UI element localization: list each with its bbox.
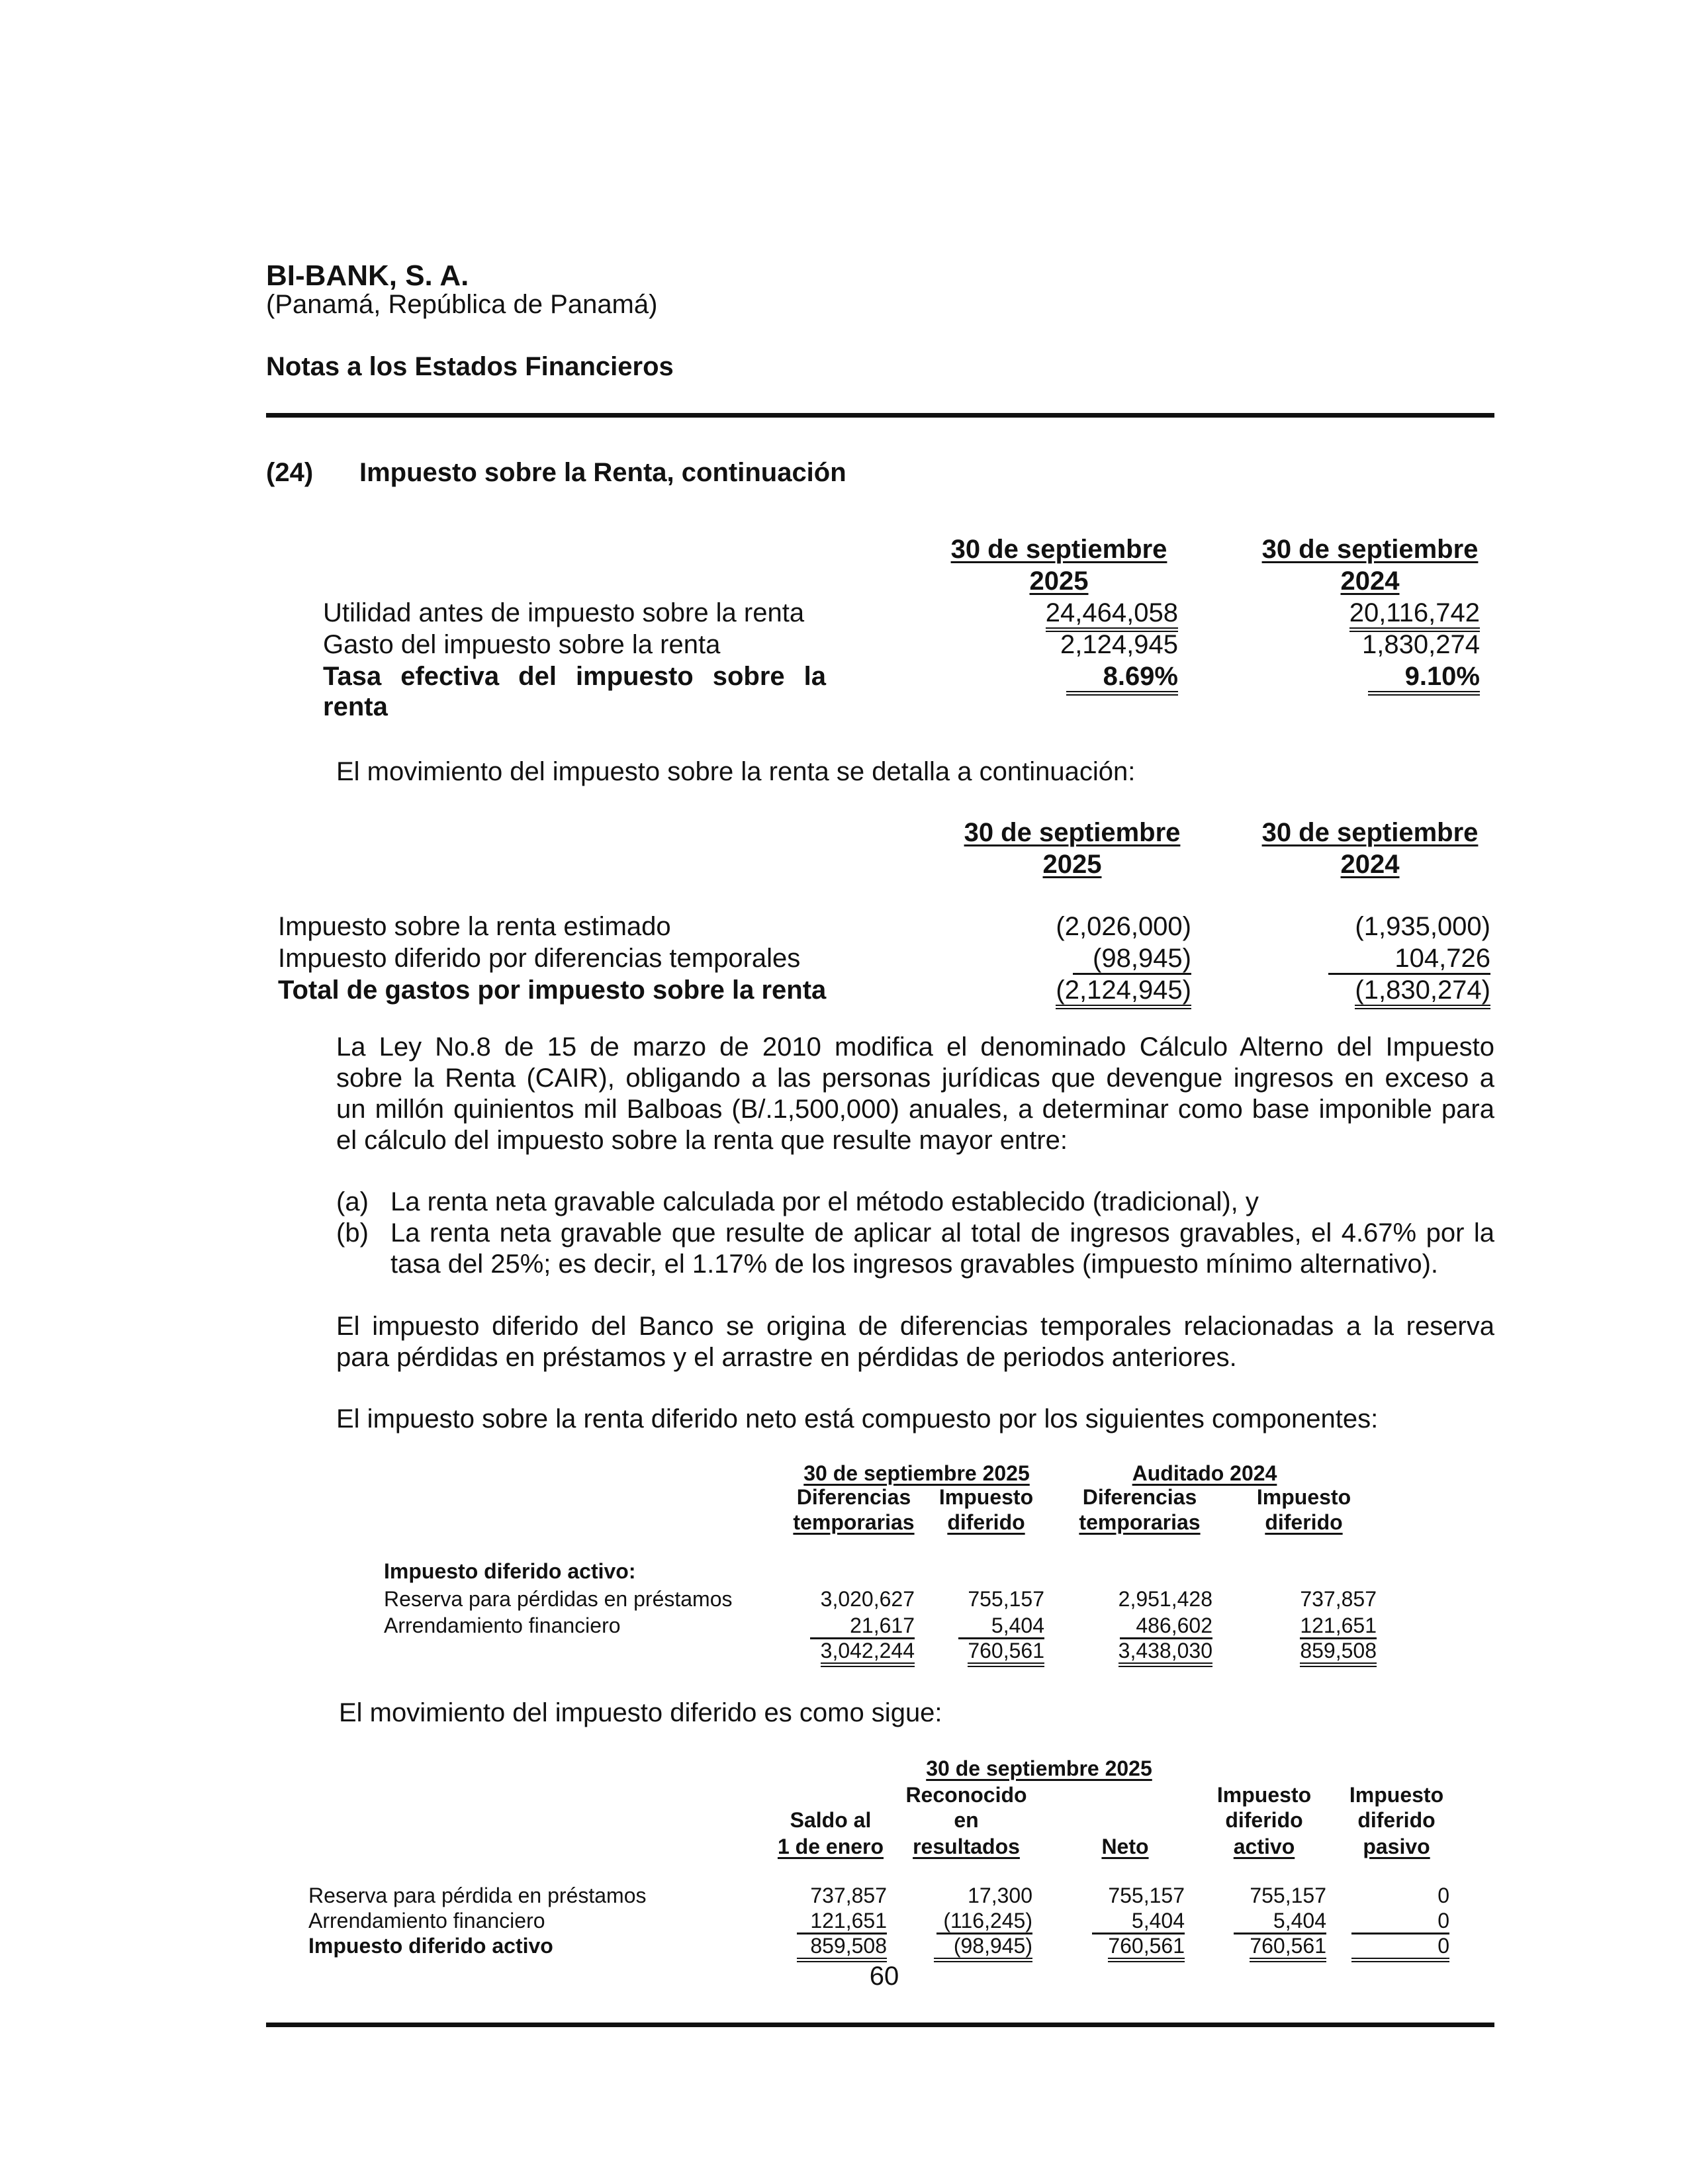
row-value-2025: (98,945)	[1073, 944, 1191, 975]
paragraph-line: sobre la Renta (CAIR), obligando a las personas jurídicas que devengue ingresos en exceso a	[336, 1064, 1494, 1093]
header-impuesto-activo: Impuesto	[1216, 1783, 1312, 1807]
col-2025-header-line1: 30 de septiembre	[964, 818, 1181, 847]
row-label: Reserva para pérdidas en préstamos	[384, 1587, 733, 1611]
header-impuesto-pasivo: Impuesto	[1349, 1783, 1444, 1807]
cell-value: 486,602	[1120, 1614, 1212, 1639]
header-activo: activo	[1233, 1835, 1295, 1858]
cell-activo: 760,561	[1250, 1934, 1326, 1962]
header-temporarias: temporarias	[1079, 1510, 1201, 1534]
header-en: en	[954, 1808, 979, 1832]
list-item-a: La renta neta gravable calculada por el método establecido (tradicional), y	[390, 1187, 1259, 1216]
cell-neto: 760,561	[1108, 1934, 1185, 1962]
row-value-2025: 2,124,945	[1060, 630, 1178, 659]
header-reconocido: Reconocido	[905, 1783, 1027, 1807]
row-value-2024: 104,726	[1328, 944, 1490, 975]
header-impuesto: Impuesto	[938, 1485, 1034, 1509]
cell-value: 755,157	[968, 1587, 1044, 1611]
components-intro: El impuesto sobre la renta diferido neto está compuesto por los siguientes componentes:	[336, 1404, 1379, 1433]
cell-saldo: 859,508	[797, 1934, 887, 1962]
cell-value: 3,020,627	[820, 1587, 915, 1611]
cell-neto: 755,157	[1108, 1884, 1185, 1907]
paragraph-line: un millón quinientos mil Balboas (B/.1,500,000) anuales, a determinar como base imponible para	[336, 1095, 1494, 1124]
header-diferencias: Diferencias	[796, 1485, 911, 1509]
header-diferencias: Diferencias	[1082, 1485, 1197, 1509]
deferred-movement-intro: El movimiento del impuesto diferido es como sigue:	[339, 1698, 942, 1727]
cell-activo: 5,404	[1234, 1909, 1326, 1934]
row-label: Impuesto diferido activo	[308, 1934, 553, 1958]
row-value-2025: 24,464,058	[1046, 598, 1178, 632]
total-value: 859,508	[1300, 1639, 1377, 1667]
cell-activo: 755,157	[1250, 1884, 1326, 1907]
cell-value: 2,951,428	[1118, 1587, 1212, 1611]
section-label: Impuesto diferido activo:	[384, 1559, 636, 1583]
col-2025-header-line1: 30 de septiembre	[950, 535, 1167, 564]
row-label: Arrendamiento financiero	[384, 1614, 621, 1637]
cell-saldo: 737,857	[810, 1884, 887, 1907]
header-neto: Neto	[1101, 1835, 1149, 1858]
cell-value: 5,404	[958, 1614, 1044, 1639]
header-saldo: Saldo al	[790, 1808, 872, 1832]
list-marker-a: (a)	[336, 1187, 369, 1216]
cell-pasivo: 0	[1351, 1934, 1449, 1962]
cell-reconocido: (98,945)	[934, 1934, 1032, 1962]
header-pasivo: pasivo	[1363, 1835, 1430, 1858]
list-item-b-continued: tasa del 25%; es decir, el 1.17% de los ingresos gravables (impuesto mínimo alternativo).	[390, 1250, 1439, 1279]
col-2024-header-line2: 2024	[1340, 567, 1400, 596]
paragraph-line: el cálculo del impuesto sobre la renta que resulte mayor entre:	[336, 1126, 1068, 1155]
col-2025-header-line2: 2025	[1042, 850, 1102, 879]
cell-pasivo: 0	[1351, 1909, 1449, 1934]
col-2024-header-line2: 2024	[1340, 850, 1400, 879]
row-label: Reserva para pérdida en préstamos	[308, 1884, 647, 1907]
footer-rule	[266, 2023, 1494, 2027]
group-header-2025: 30 de septiembre 2025	[803, 1461, 1030, 1485]
cell-neto: 5,404	[1092, 1909, 1185, 1934]
movement-intro: El movimiento del impuesto sobre la renta se detalla a continuación:	[336, 757, 1136, 786]
cell-value: 737,857	[1300, 1587, 1377, 1611]
header-diferido-activo: diferido	[1225, 1808, 1303, 1832]
list-item-b: La renta neta gravable que resulte de aplicar al total de ingresos gravables, el 4.67% por la	[390, 1218, 1494, 1248]
row-label: Utilidad antes de impuesto sobre la renta	[323, 598, 805, 627]
row-label-continued: renta	[323, 692, 388, 721]
header-temporarias: temporarias	[793, 1510, 915, 1534]
cell-reconocido: (116,245)	[936, 1909, 1032, 1934]
row-label: Total de gastos por impuesto sobre la renta	[278, 976, 827, 1005]
cell-reconocido: 17,300	[968, 1884, 1032, 1907]
header-diferido-pasivo: diferido	[1357, 1808, 1436, 1832]
row-value-2024: (1,830,274)	[1355, 976, 1490, 1009]
row-value-2024: 1,830,274	[1362, 630, 1480, 659]
row-value-2025: 8.69%	[1066, 662, 1178, 696]
col-2024-header-line1: 30 de septiembre	[1261, 818, 1479, 847]
paragraph-line: La Ley No.8 de 15 de marzo de 2010 modifica el denominado Cálculo Alterno del Impuesto	[336, 1032, 1494, 1062]
header-rule	[266, 413, 1494, 418]
row-label: Impuesto sobre la renta estimado	[278, 912, 671, 941]
cell-pasivo: 0	[1438, 1884, 1449, 1907]
row-label: Gasto del impuesto sobre la renta	[323, 630, 721, 659]
paragraph-line: El impuesto diferido del Banco se origina de diferencias temporales relacionadas a la reserva	[336, 1312, 1494, 1341]
row-label: Impuesto diferido por diferencias temporales	[278, 944, 801, 973]
row-label: Arrendamiento financiero	[308, 1909, 545, 1933]
row-label: Tasa efectiva del impuesto sobre la	[323, 662, 826, 691]
note-number: (24)	[266, 458, 314, 487]
section-title: Notas a los Estados Financieros	[266, 352, 674, 381]
total-value: 3,438,030	[1118, 1639, 1212, 1667]
cell-value: 21,617	[810, 1614, 915, 1639]
row-value-2024: (1,935,000)	[1355, 912, 1490, 941]
group-header-2024: Auditado 2024	[1132, 1461, 1277, 1485]
col-2024-header-line1: 30 de septiembre	[1261, 535, 1479, 564]
company-name: BI-BANK, S. A.	[266, 259, 469, 292]
page-number: 60	[869, 1962, 899, 1991]
row-value-2024: 20,116,742	[1349, 598, 1480, 632]
paragraph-line: para pérdidas en préstamos y el arrastre en pérdidas de periodos anteriores.	[336, 1343, 1237, 1372]
company-location: (Panamá, República de Panamá)	[266, 290, 658, 319]
total-value: 760,561	[968, 1639, 1044, 1667]
group-header: 30 de septiembre 2025	[926, 1756, 1152, 1780]
total-value: 3,042,244	[821, 1639, 915, 1667]
header-resultados: resultados	[913, 1835, 1020, 1858]
row-value-2024: 9.10%	[1368, 662, 1480, 696]
header-saldo-date: 1 de enero	[777, 1835, 884, 1858]
row-value-2025: (2,124,945)	[1056, 976, 1191, 1009]
list-marker-b: (b)	[336, 1218, 369, 1248]
header-diferido: diferido	[1265, 1510, 1343, 1534]
header-diferido: diferido	[947, 1510, 1025, 1534]
header-impuesto: Impuesto	[1256, 1485, 1351, 1509]
note-title: Impuesto sobre la Renta, continuación	[359, 458, 846, 487]
cell-saldo: 121,651	[797, 1909, 887, 1934]
cell-value: 121,651	[1300, 1614, 1377, 1639]
row-value-2025: (2,026,000)	[1056, 912, 1191, 941]
col-2025-header-line2: 2025	[1029, 567, 1089, 596]
